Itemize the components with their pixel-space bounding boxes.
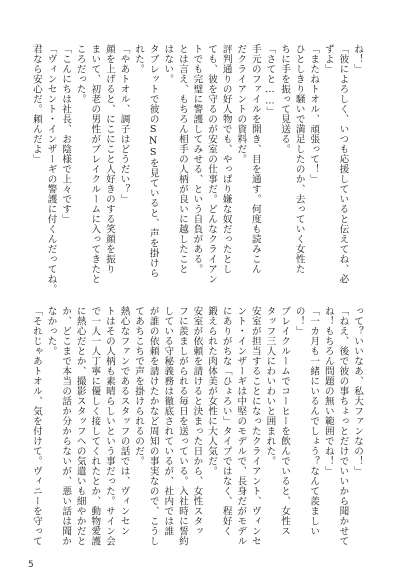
text-column: 評判通りの好人物でも、やっぱり嫌な奴だったとし bbox=[220, 44, 232, 274]
text-column: 「やあトオル、調子はどうだい？」 bbox=[118, 44, 130, 204]
text-column: タブレットで彼のSNSを見ていると、声を掛けら bbox=[147, 44, 159, 279]
text-column: ね！」 bbox=[352, 44, 363, 74]
text-column: ずよ」 bbox=[322, 44, 334, 74]
text-column: 鍛えられた肉体美が女性に大人気だ。 bbox=[206, 306, 218, 476]
text-column: 顔を上げると、にこにこと人好きのする笑顔を振り bbox=[103, 44, 115, 274]
text-column: ちに手を振って見送る。 bbox=[279, 44, 291, 154]
text-column: で一人一人丁寧に優しく接してくれたとか、動物愛護 bbox=[89, 306, 101, 546]
text-column: 君なら安心だ。頼んだよ」 bbox=[30, 44, 42, 164]
text-column: 手元のファイルを開き、目を通す。何度も読みこん bbox=[249, 44, 261, 274]
text-column: 「それじゃあトオル、気を付けて。ヴィニーを守って bbox=[30, 306, 42, 546]
text-column: 「彼によろしく、いつも応援していると伝えてね、必 bbox=[337, 44, 349, 284]
text-column: 「さてと……」 bbox=[264, 44, 276, 117]
text-column: 「ねえ、後で彼の事ちょっとだけでいいから聞かせて bbox=[337, 306, 349, 546]
text-column: にありがちな「ひょろい」タイプではなく、程好く bbox=[220, 306, 232, 536]
text-column: 「一カ月も一緒にいるんでしょう？なんて羨ましい bbox=[308, 306, 320, 536]
lower-text-block bbox=[28, 306, 364, 554]
page-number: 5 bbox=[28, 560, 34, 570]
text-column: はない。 bbox=[162, 44, 174, 84]
text-column: 「ヴィンセント・インザーギの警護に付くんだってね。 bbox=[45, 44, 57, 294]
text-column: フに羨ましがられる毎日を送っている。入社時に誓約 bbox=[176, 306, 188, 546]
text-column: が誰の依頼を請けたかなど周知の事実なので、こうし bbox=[147, 306, 159, 546]
text-column: れた。 bbox=[133, 44, 145, 74]
text-column: 安室が担当することになったクライアント、ヴィンセ bbox=[249, 306, 261, 546]
text-column: とは言え、もちろん相手の人柄が良いに越したこと bbox=[176, 44, 188, 274]
text-column: まいて、初老の男性がブレイクルームに入ってきたと bbox=[89, 44, 101, 284]
upper-text-block bbox=[28, 44, 364, 294]
text-column: トはその人柄も素晴らしいという事だった。サイン会 bbox=[103, 306, 115, 546]
text-column: ころだった。 bbox=[74, 44, 86, 104]
text-column: 熱心なファンであるスタッフの話では、ヴィンセン bbox=[118, 306, 130, 536]
text-column: している守秘義務は徹底されているが、社内では誰 bbox=[162, 306, 174, 536]
text-column: ても、彼を守るのが安室の仕事だ。どんなクライアン bbox=[206, 44, 218, 284]
text-column: に熱心だとか、撮影スタッフへの気遣いも細やかだと bbox=[74, 306, 86, 546]
text-column: なかった。 bbox=[45, 306, 57, 356]
text-column: の！」 bbox=[293, 306, 305, 336]
text-column: ね！もちろん問題の無い範囲でね！」 bbox=[322, 306, 334, 476]
text-column: てあちこちで声を掛けられるのだ。 bbox=[133, 306, 145, 466]
text-column: ひとしきり騒いで満足したのか、去っていく女性た bbox=[293, 44, 305, 274]
text-column: 「こんにちは社長、お陰様で上々です」 bbox=[60, 44, 72, 224]
text-column: 「またねトオル、頑張って！」 bbox=[308, 44, 320, 184]
text-column: タッフ三人にわいわいと囲まれた。 bbox=[264, 306, 276, 466]
text-column: ブレイクルームでコーヒーを飲んでいると、女性ス bbox=[279, 306, 291, 536]
text-column: ント・インザーギは中堅のモデルで、長身だがモデル bbox=[235, 306, 247, 546]
text-column: トでも完璧に警護してみせる、という自負がある。 bbox=[191, 44, 203, 274]
text-column: だクライアントの資料だ。 bbox=[235, 44, 247, 164]
text-column: か、どこまで本当の話か分からないが、悪い話は聞か bbox=[60, 306, 72, 546]
text-column: 安室が依頼を請けると決まった日から、女性スタッ bbox=[191, 306, 203, 536]
text-column: って？いいなあ、私大ファンなの！」 bbox=[352, 306, 363, 476]
